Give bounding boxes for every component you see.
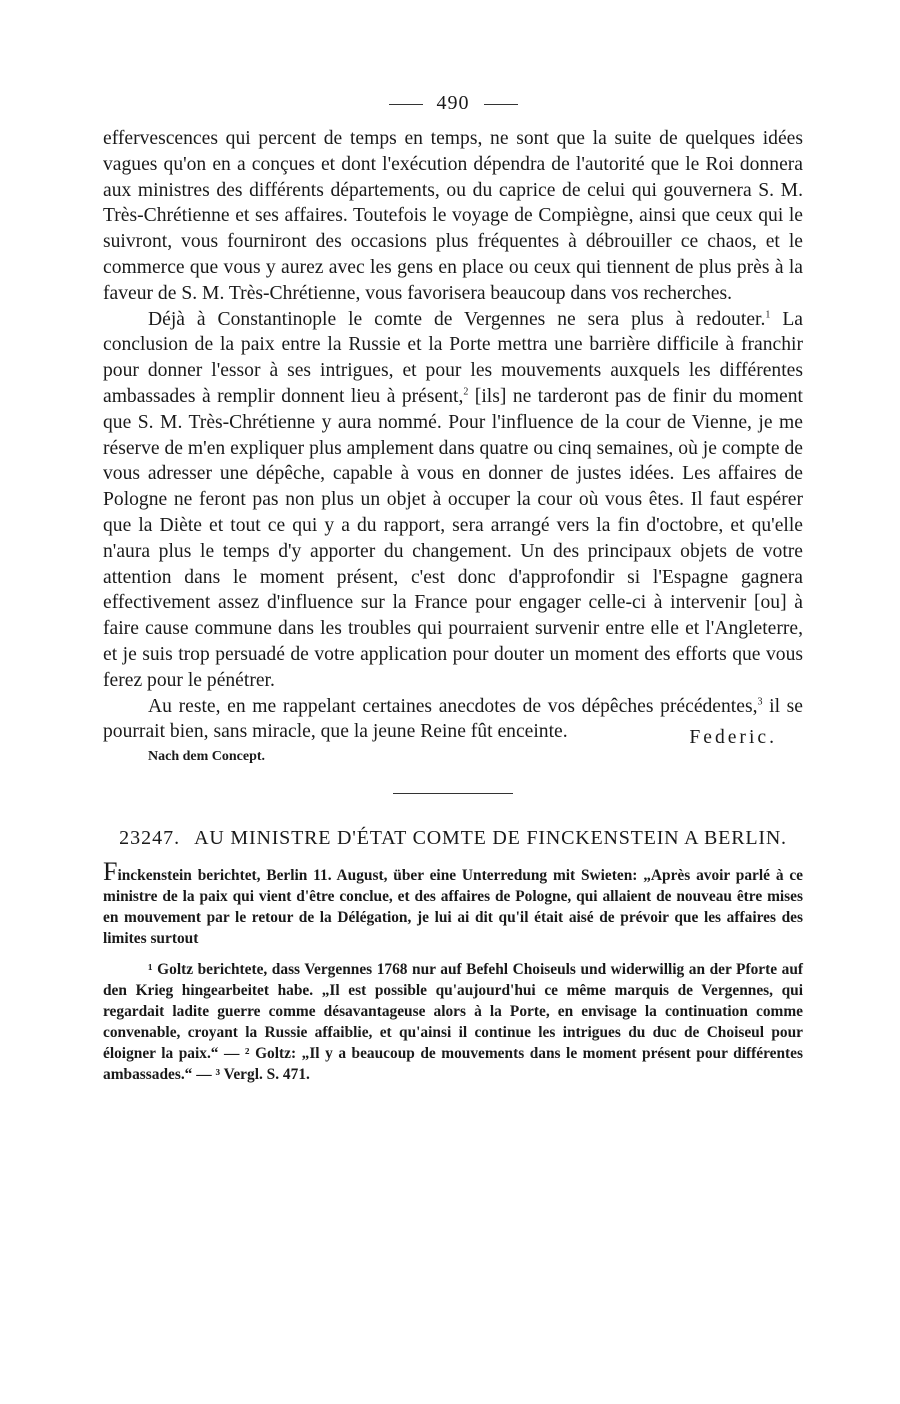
- letter-signoff: [103, 727, 803, 771]
- document-summary: [103, 857, 803, 949]
- summary-text: inckenstein berichtet, Berlin 11. August, über eine Unterredung mit Swieten: „Après avoir parlé à ce ministre de la paix qui vient d'être conclue, et des affaires de Pologne, qui allaient de nouveau être mises en mouvement par le retour de la Délégation, je lui ai dit qu'il était aisé de prévoir que les affaires des limites surtout: [103, 867, 803, 948]
- footnote-ref-1: 1: [765, 309, 771, 321]
- document-heading: [103, 826, 803, 851]
- section-divider: [393, 793, 513, 794]
- document-number: 23247.: [119, 827, 181, 850]
- footnotes: [103, 959, 803, 1085]
- signature: Federic.: [689, 727, 777, 749]
- source-note: Nach dem Concept.: [148, 749, 266, 765]
- footnote-text: ¹ Goltz berichtete, dass Vergennes 1768 nur auf Befehl Choiseuls und widerwillig an der Pforte auf den Krieg hingearbeitet habe. „Il est possible qu'aujourd'hui ce même marquis de Vergennes, qui regardait ladite guerre comme désavantageuse alors à la Porte, en envisage la continuation comme convenable, croyant la Russie affaiblie, et qu'ainsi il continue les intrigues du duc de Choiseul pour éloigner la paix.“ — ² Goltz: „Il y a beaucoup de mouvements dans le moment présent pour différentes ambassades.“ — ³ Vergl. S. 471.: [103, 961, 803, 1084]
- document-title: AU MINISTRE D'ÉTAT COMTE DE FINCKENSTEIN A BERLIN.: [194, 827, 787, 850]
- letter-paragraph-2-part-2: La conclusion de la paix entre la Russie et la Porte mettra une barrière difficile à franchir pour donner l'essor à ses intrigues, et pour les mouvements auxquels les différentes ambassades à remplir donnent lieu à présent,: [103, 308, 803, 407]
- letter-paragraph-3-part-2: il se pourrait bien, sans miracle, que la jeune Reine fût enceinte.: [103, 695, 803, 743]
- book-page: [103, 88, 803, 1085]
- summary-initial: F: [103, 857, 118, 887]
- header-rule-left: [389, 104, 423, 105]
- letter-body: [103, 126, 803, 745]
- letter-paragraph-1: effervescences qui percent de temps en temps, ne sont que la suite de quelques idées vagues qu'on en a conçues et dont l'exécution dépendra de l'autorité que le Roi donnera aux ministres des différents départements, ou du caprice de celui qui gouvernera S. M. Très-Chrétienne et ses affaires. Toutefois le voyage de Compiègne, ainsi que ceux qui le suivront, vous fourniront des occasions plus fréquentes à débrouiller ce chaos, et le commerce que vous y aurez avec les gens en place ou ceux qui tiennent de plus près à la faveur de S. M. Très-Chrétienne, vous favorisera beaucoup dans vos recherches.: [103, 128, 803, 304]
- letter-paragraph-3-part-1: Au reste, en me rappelant certaines anecdotes de vos dépêches précédentes,: [148, 695, 758, 717]
- footnote-ref-3: 3: [757, 696, 763, 707]
- page-number: 490: [436, 92, 470, 114]
- letter-paragraph-2-part-1: Déjà à Constantinople le comte de Vergennes ne sera plus à redouter.: [148, 308, 766, 330]
- page-header: [103, 88, 803, 118]
- letter-paragraph-2: [103, 307, 803, 694]
- footnote-ref-2: 2: [463, 386, 469, 398]
- header-rule-right: [484, 104, 518, 105]
- letter-paragraph-2-part-3: [ils] ne tarderont pas de finir du moment que S. M. Très-Chrétienne y aura nommé. Pour l'influence de la cour de Vienne, je me réserve de m'en expliquer plus amplement dans quatre ou cinq semaines, où je compte de vous adresser une dépêche, capable à vous en donner de justes idées. Les affaires de Pologne ne feront pas non plus un objet à occuper la cour où vous êtes. Il faut espérer que la Diète et tout ce qui y a du rapport, sera arrangé vers la fin d'octobre, et qu'elle n'aura plus le temps d'y apporter du changement. Un des principaux objets de votre attention dans le moment présent, c'est donc d'approfondir si l'Espagne gagnera effectivement assez d'influence sur la France pour engager celle-ci à intervenir [ou] à faire cause commune dans les troubles qui pourraient survenir entre elle et l'Angleterre, et je suis trop persuadé de votre application pour douter un moment des efforts que vous ferez pour le pénétrer.: [103, 385, 803, 691]
